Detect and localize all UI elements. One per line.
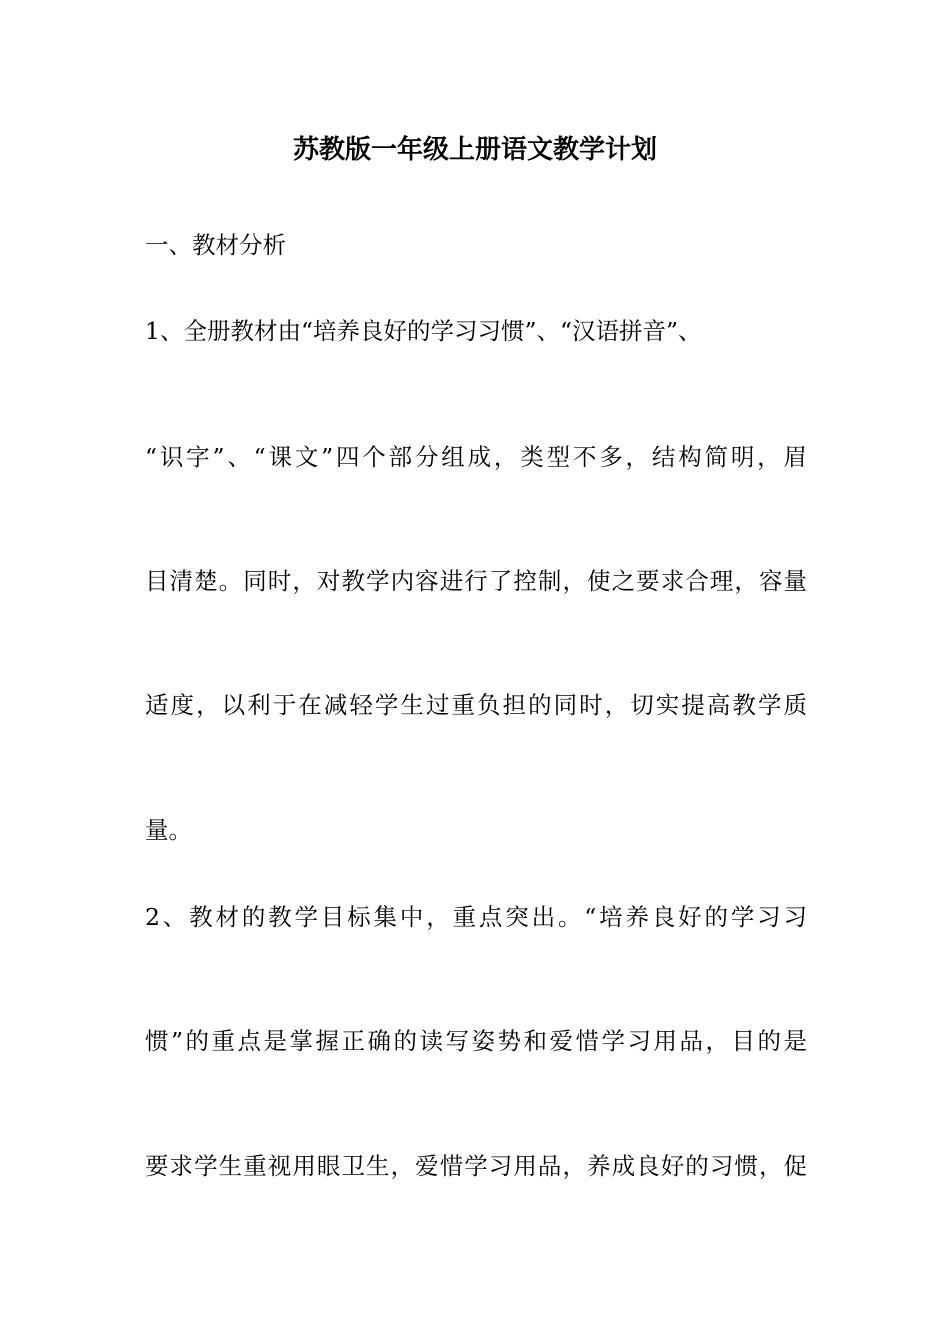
paragraph-line: 2、教材的教学目标集中，重点突出。“培养良好的学习习 xyxy=(145,903,807,931)
paragraph-line: 量。 xyxy=(145,816,192,844)
paragraph-line: 要求学生重视用眼卫生，爱惜学习用品，养成良好的习惯，促 xyxy=(145,1152,807,1180)
document-title: 苏教版一年级上册语文教学计划 xyxy=(292,135,657,165)
paragraph-line: 适度，以利于在减轻学生过重负担的同时，切实提高教学质 xyxy=(145,691,807,719)
paragraph-line: 惯”的重点是掌握正确的读写姿势和爱惜学习用品，目的是 xyxy=(145,1027,807,1055)
section-heading: 一、教材分析 xyxy=(145,231,286,259)
paragraph-line: 1、全册教材由“培养良好的学习习惯”、“汉语拼音”、 xyxy=(145,317,702,345)
paragraph-line: 目清楚。同时，对教学内容进行了控制，使之要求合理，容量 xyxy=(145,567,807,595)
paragraph-line: “识字”、“课文”四个部分组成，类型不多，结构简明，眉 xyxy=(145,443,807,471)
